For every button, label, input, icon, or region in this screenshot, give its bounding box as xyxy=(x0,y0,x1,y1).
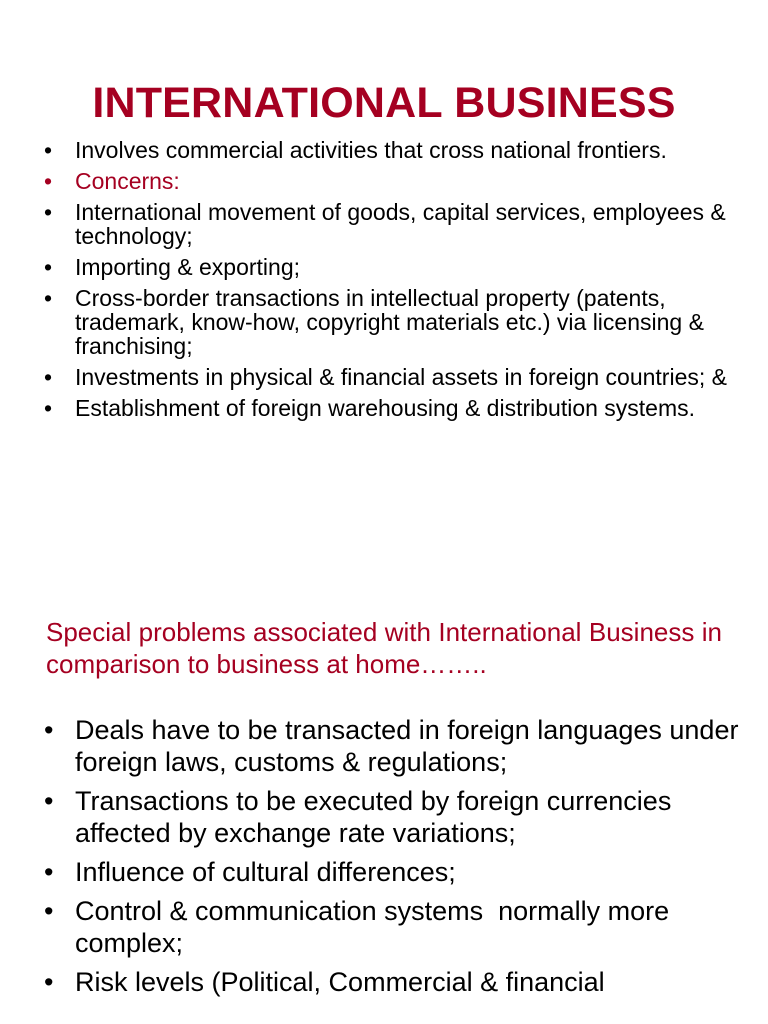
list-item xyxy=(0,785,768,849)
list-item-text: Involves commercial activities that cross national frontiers. xyxy=(75,137,667,163)
bullet-icon: • xyxy=(44,364,53,390)
list-item-text: Establishment of foreign warehousing & distribution systems. xyxy=(75,395,696,421)
list-item-text: Deals have to be transacted in foreign languages under foreign laws, customs & regulations; xyxy=(75,715,739,777)
slide-title: INTERNATIONAL BUSINESS xyxy=(92,78,676,127)
list-item-text: Concerns: xyxy=(75,168,180,194)
list-item xyxy=(0,169,768,193)
problems-heading: Special problems associated with International Business in comparison to business at home…….. xyxy=(46,617,722,679)
bullet-icon: • xyxy=(44,395,53,421)
bullet-icon: • xyxy=(44,285,53,311)
bullet-icon: • xyxy=(44,199,53,225)
list-item xyxy=(0,200,768,248)
list-item xyxy=(0,895,768,959)
bullet-icon: • xyxy=(44,137,53,163)
list-item-text: Influence of cultural differences; xyxy=(75,857,456,887)
bullet-icon: • xyxy=(44,168,53,194)
list-item-text: Control & communication systems normally more complex; xyxy=(75,896,677,958)
list-item xyxy=(0,365,768,389)
list-item xyxy=(0,396,768,420)
list-item xyxy=(0,714,768,778)
list-item-text: Importing & exporting; xyxy=(75,254,301,280)
list-item xyxy=(0,856,768,888)
bullet-icon: • xyxy=(44,786,54,816)
list-item xyxy=(0,255,768,279)
bullet-icon: • xyxy=(44,967,54,997)
list-item-text: Cross-border transactions in intellectual property (patents, trademark, know-how, copyright materials etc.) via licensing & franchising; xyxy=(75,285,704,359)
intro-bullet-list xyxy=(0,138,768,427)
problems-bullet-list xyxy=(0,714,768,1005)
list-item-text: Investments in physical & financial assets in foreign countries; & xyxy=(75,364,727,390)
bullet-icon: • xyxy=(44,896,54,926)
bullet-icon: • xyxy=(44,857,54,887)
list-item xyxy=(0,966,768,998)
list-item-text: International movement of goods, capital services, employees & technology; xyxy=(75,199,726,249)
list-item-text: Risk levels (Political, Commercial & financial xyxy=(75,967,605,997)
list-item xyxy=(0,138,768,162)
list-item xyxy=(0,286,768,358)
list-item-text: Transactions to be executed by foreign currencies affected by exchange rate variations; xyxy=(75,786,672,848)
bullet-icon: • xyxy=(44,254,53,280)
bullet-icon: • xyxy=(44,715,54,745)
